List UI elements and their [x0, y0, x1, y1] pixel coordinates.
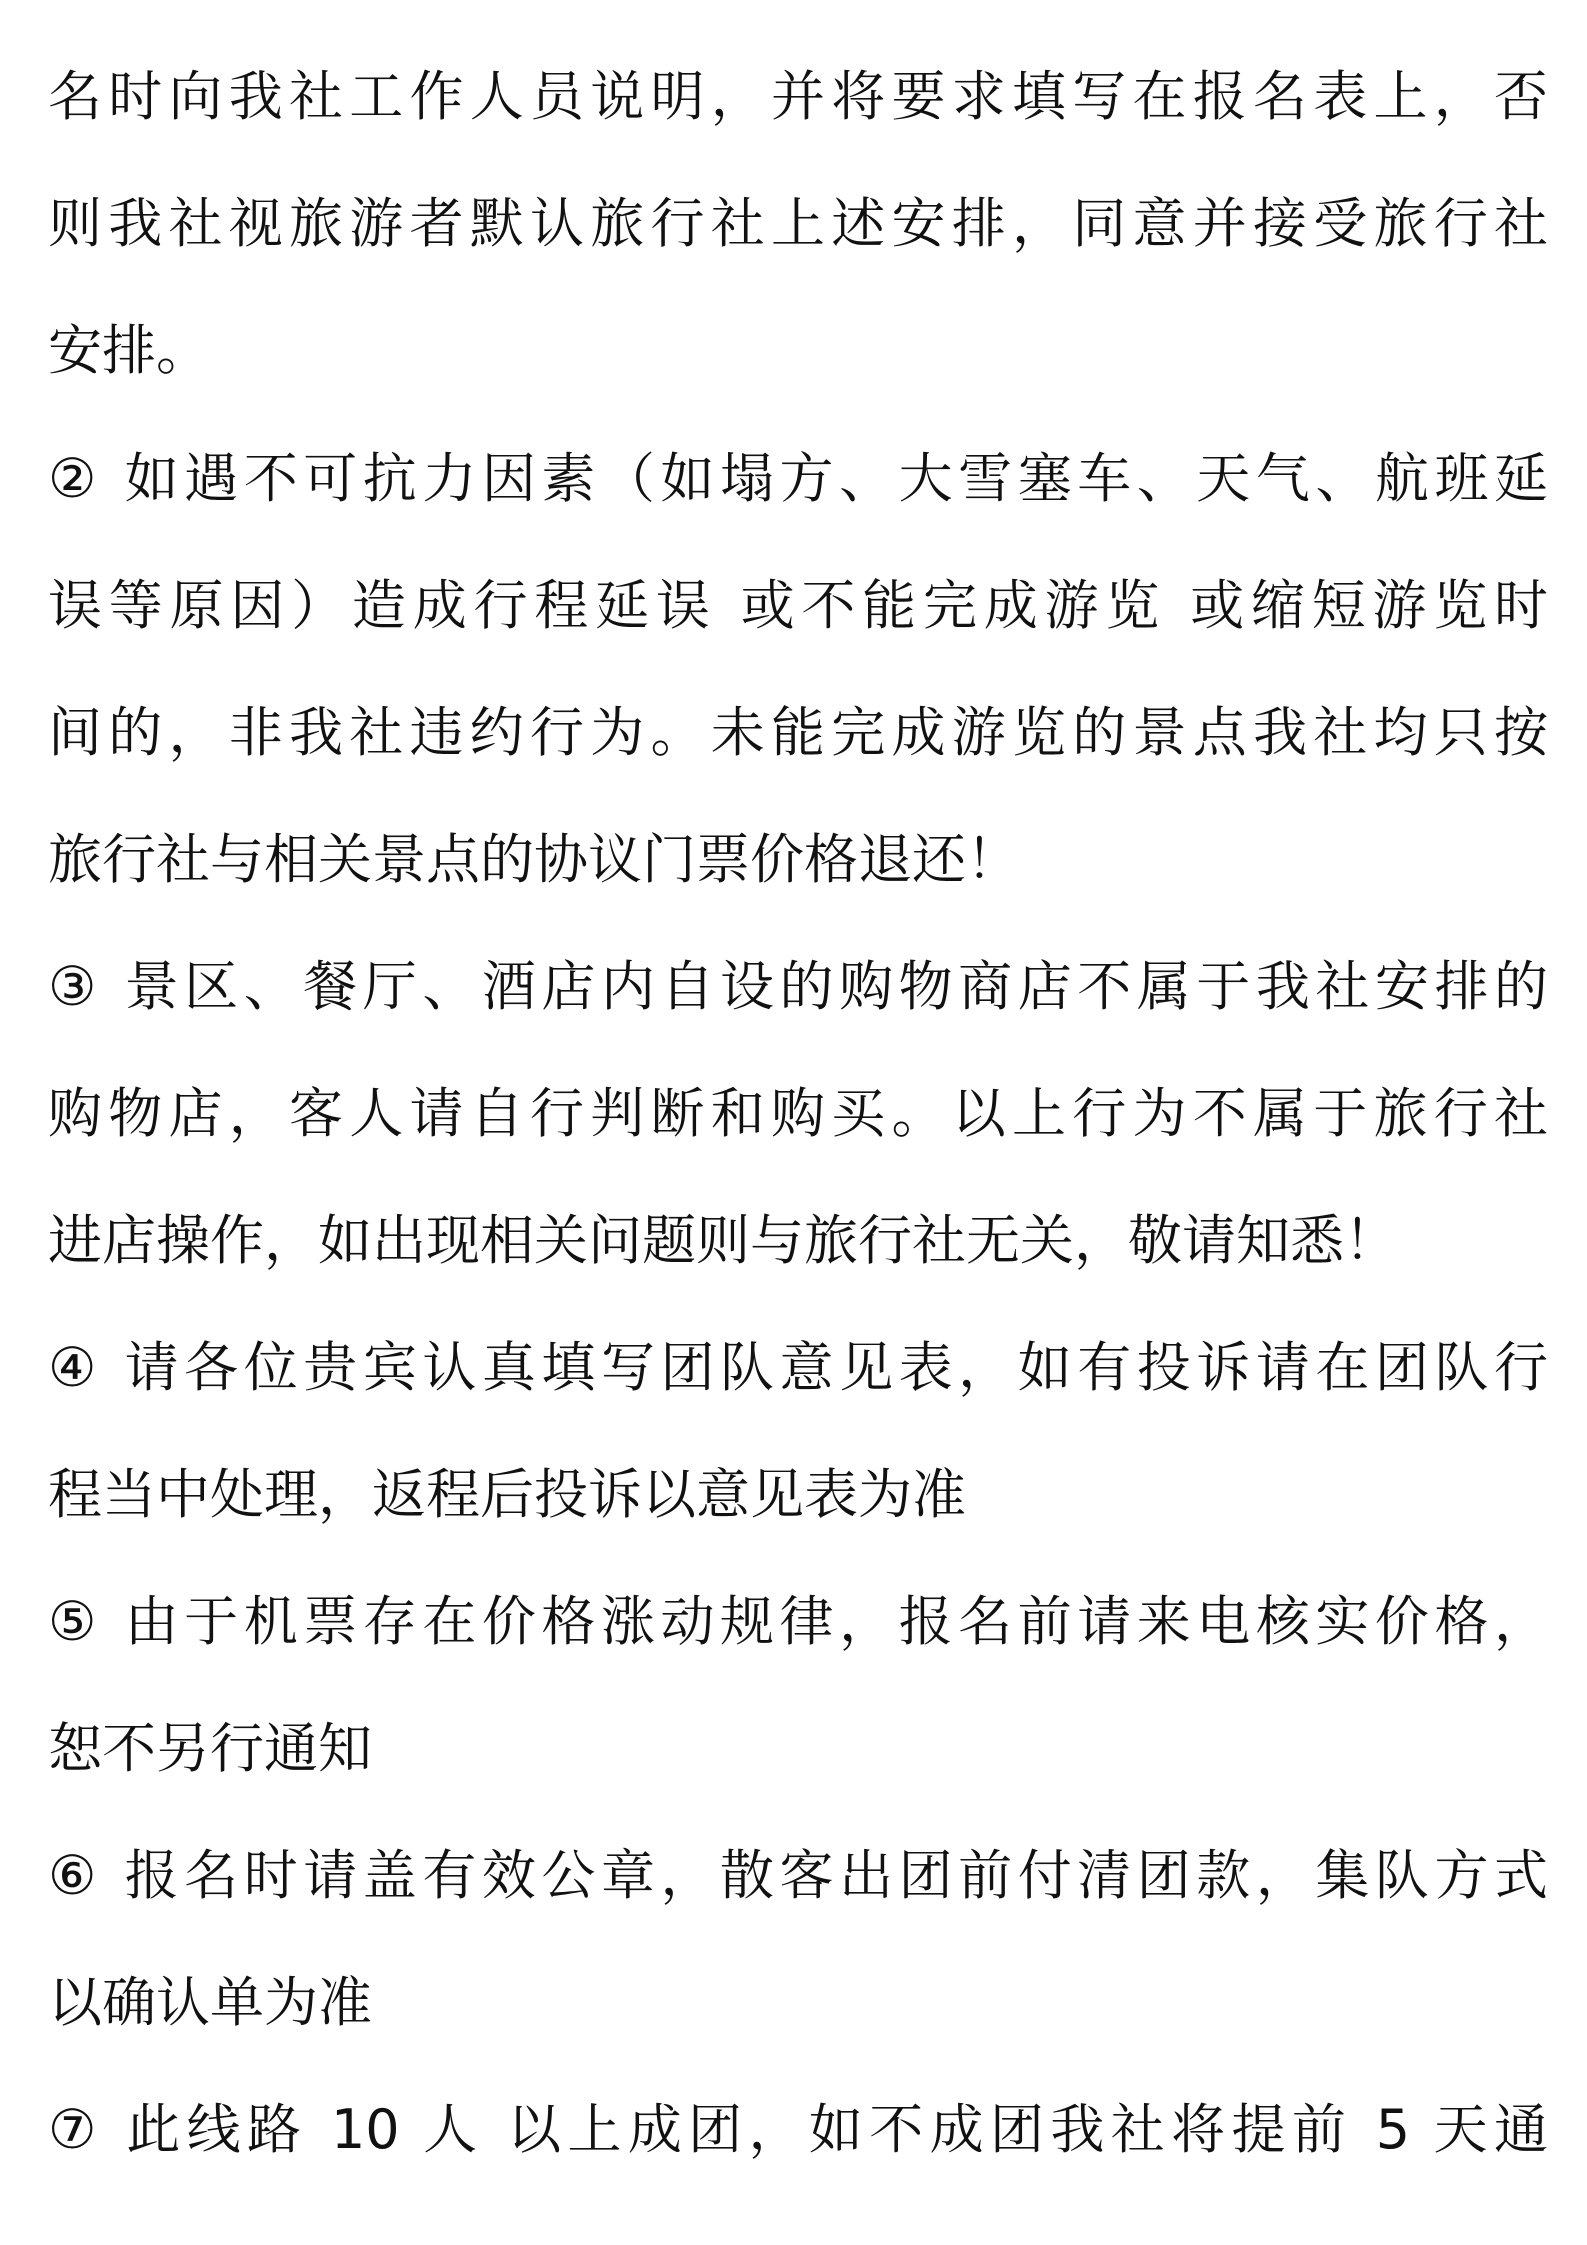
text-line-1: 名时向我社工作人员说明，并将要求填写在报名表上，否 [48, 65, 1548, 128]
text-line-13: ⑤ 由于机票存在价格涨动规律，报名前请来电核实价格， [48, 1590, 1548, 1653]
text-line-15: ⑥ 报名时请盖有效公章，散客出团前付清团款，集队方式 [48, 1844, 1548, 1907]
text-line-9: 购物店，客人请自行判断和购买。以上行为不属于旅行社 [48, 1082, 1548, 1145]
text-line-4: ② 如遇不可抗力因素（如塌方、大雪塞车、天气、航班延 [48, 447, 1548, 510]
text-line-8: ③ 景区、餐厅、酒店内自设的购物商店不属于我社安排的 [48, 955, 1548, 1018]
text-line-7: 旅行社与相关景点的协议门票价格退还！ [48, 828, 1020, 891]
text-line-2: 则我社视旅游者默认旅行社上述安排，同意并接受旅行社 [48, 192, 1548, 255]
text-line-6: 间的，非我社违约行为。未能完成游览的景点我社均只按 [48, 701, 1548, 764]
text-line-3: 安排。 [48, 319, 210, 382]
text-line-16: 以确认单为准 [48, 1971, 372, 2034]
text-line-11: ④ 请各位贵宾认真填写团队意见表，如有投诉请在团队行 [48, 1336, 1548, 1399]
text-line-17: ⑦ 此线路 10 人 以上成团，如不成团我社将提前 5 天通 [48, 2098, 1548, 2161]
text-line-12: 程当中处理，返程后投诉以意见表为准 [48, 1463, 966, 1526]
text-line-10: 进店操作，如出现相关问题则与旅行社无关，敬请知悉！ [48, 1209, 1398, 1272]
text-line-5: 误等原因）造成行程延误 或不能完成游览 或缩短游览时 [48, 574, 1548, 637]
text-line-14: 恕不另行通知 [48, 1717, 372, 1780]
